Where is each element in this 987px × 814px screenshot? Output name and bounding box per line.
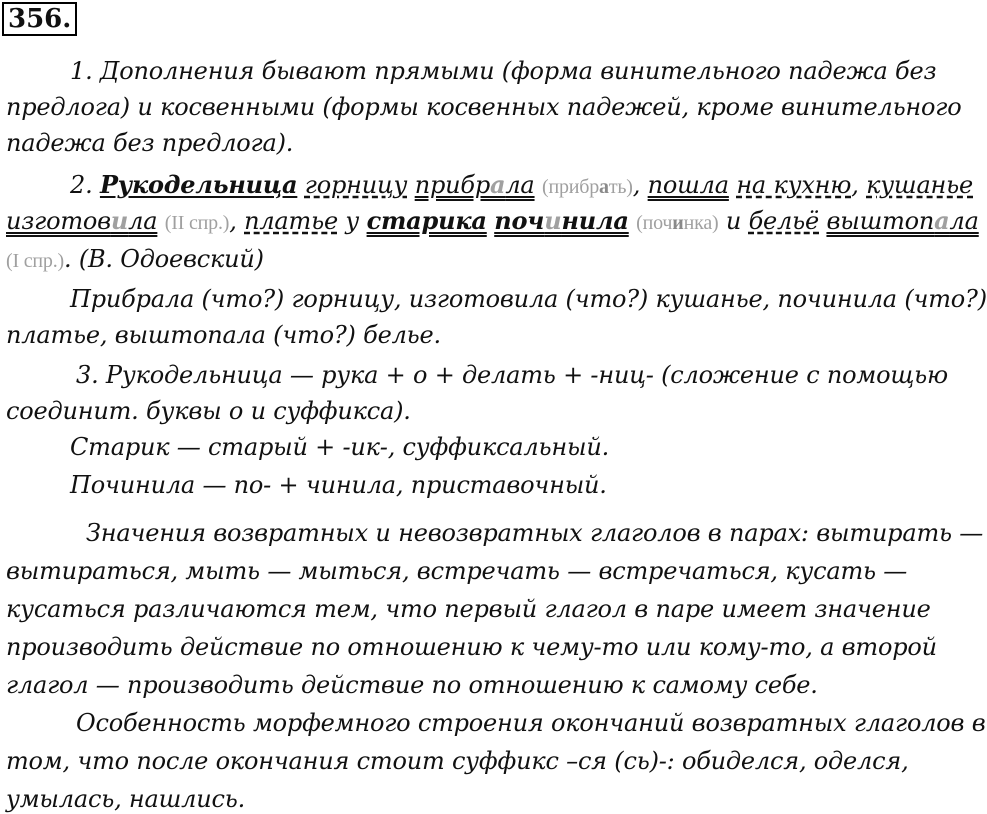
predicate-poshla: пошла bbox=[647, 171, 729, 199]
p3-line-1: Прибрала (что?) горницу, изготовила (что?) кушанье, починила (что?) bbox=[70, 285, 987, 313]
p6-line-1: Особенность морфемного строения окончаний возвратных глаголов в bbox=[76, 709, 986, 737]
p2-number: 2. bbox=[70, 171, 93, 199]
p4-line-2: соединит. буквы о и суффикса). bbox=[6, 397, 411, 425]
note-i-spr: (I спр.) bbox=[6, 250, 64, 272]
note-pochinka bbox=[636, 212, 718, 234]
word-part: ла bbox=[949, 207, 979, 235]
note-part: ть) bbox=[608, 176, 633, 198]
word-starika: старика bbox=[366, 206, 487, 235]
note-vowel: и bbox=[672, 212, 684, 234]
author: . (В. Одоевский) bbox=[63, 245, 264, 273]
word-part: изготов bbox=[6, 207, 111, 235]
p5-line-1: Значения возвратных и невозвратных глаголов в парах: вытирать — bbox=[86, 519, 984, 547]
subject-rukodelnica: Рукодельница bbox=[99, 170, 298, 199]
note-pribrat bbox=[542, 176, 633, 198]
predicate-pribrala bbox=[415, 171, 535, 199]
object-plate: платье bbox=[244, 207, 338, 235]
word-part: поч bbox=[494, 206, 545, 235]
predicate-izgotovila bbox=[6, 207, 157, 235]
note-part: нка) bbox=[683, 212, 719, 234]
circumstance-na-kuhnyu: на кухню bbox=[736, 171, 852, 199]
p5-line-3: кусаться различаются тем, что первый глагол в паре имеет значение bbox=[6, 595, 931, 623]
p4-line-3: Старик — старый + -ик-, суффиксальный. bbox=[70, 433, 610, 461]
p1-line-2: предлога) и косвенными (формы косвенных падежей, кроме винительного bbox=[6, 93, 962, 121]
comma: , bbox=[632, 171, 641, 199]
note-part: (прибр bbox=[541, 176, 600, 198]
vowel-highlight: а bbox=[489, 170, 506, 199]
note-part: (поч bbox=[636, 212, 673, 234]
p5-line-5: глагол — производить действие по отношению к самому себе. bbox=[6, 671, 818, 699]
p1-line-3: падежа без предлога). bbox=[6, 129, 294, 157]
word-part: ла bbox=[128, 207, 158, 235]
p4-line-1: 3. Рукодельница — рука + о + делать + -ниц- (сложение с помощью bbox=[76, 361, 948, 389]
conjunction-i: и bbox=[725, 207, 742, 235]
p5-line-2: вытираться, мыть — мыться, встречать — встречаться, кусать — bbox=[6, 557, 908, 585]
object-kushane: кушанье bbox=[866, 171, 974, 199]
p3-line-2: платье, выштопала (что?) белье. bbox=[6, 321, 441, 349]
predicate-vyshtopala bbox=[826, 207, 978, 235]
p1-line-1: 1. Дополнения бывают прямыми (форма винительного падежа без bbox=[70, 57, 937, 85]
p5-line-4: производить действие по отношению к чему-то или кому-то, а второй bbox=[6, 633, 937, 661]
exercise-number: 356. bbox=[2, 2, 77, 36]
word-part: нила bbox=[561, 206, 629, 235]
note-ii-spr: (II спр.) bbox=[164, 212, 230, 234]
p4-line-4: Починила — по- + чинила, приставочный. bbox=[70, 471, 607, 499]
p2-line-3 bbox=[6, 244, 264, 276]
vowel-highlight: и bbox=[544, 206, 562, 235]
vowel-highlight: и bbox=[110, 206, 129, 235]
comma: , bbox=[851, 171, 859, 199]
word-part: ла bbox=[505, 171, 535, 199]
preposition-u: у bbox=[345, 207, 360, 235]
predicate-pochinila bbox=[494, 206, 629, 235]
vowel-highlight: а bbox=[934, 206, 950, 235]
object-bele: бельё bbox=[748, 207, 820, 235]
object-gornicu: горницу bbox=[304, 171, 408, 199]
note-vowel: а bbox=[599, 176, 609, 198]
word-part: прибр bbox=[414, 171, 490, 199]
p2-line-1 bbox=[70, 170, 973, 202]
comma: , bbox=[229, 207, 237, 235]
p2-line-2 bbox=[6, 206, 979, 238]
p6-line-2: том, что после окончания стоит суффикс –ся (сь)-: обиделся, оделся, bbox=[6, 747, 909, 775]
word-part: выштоп bbox=[826, 207, 935, 235]
p6-line-3: умылась, нашлись. bbox=[6, 785, 246, 813]
